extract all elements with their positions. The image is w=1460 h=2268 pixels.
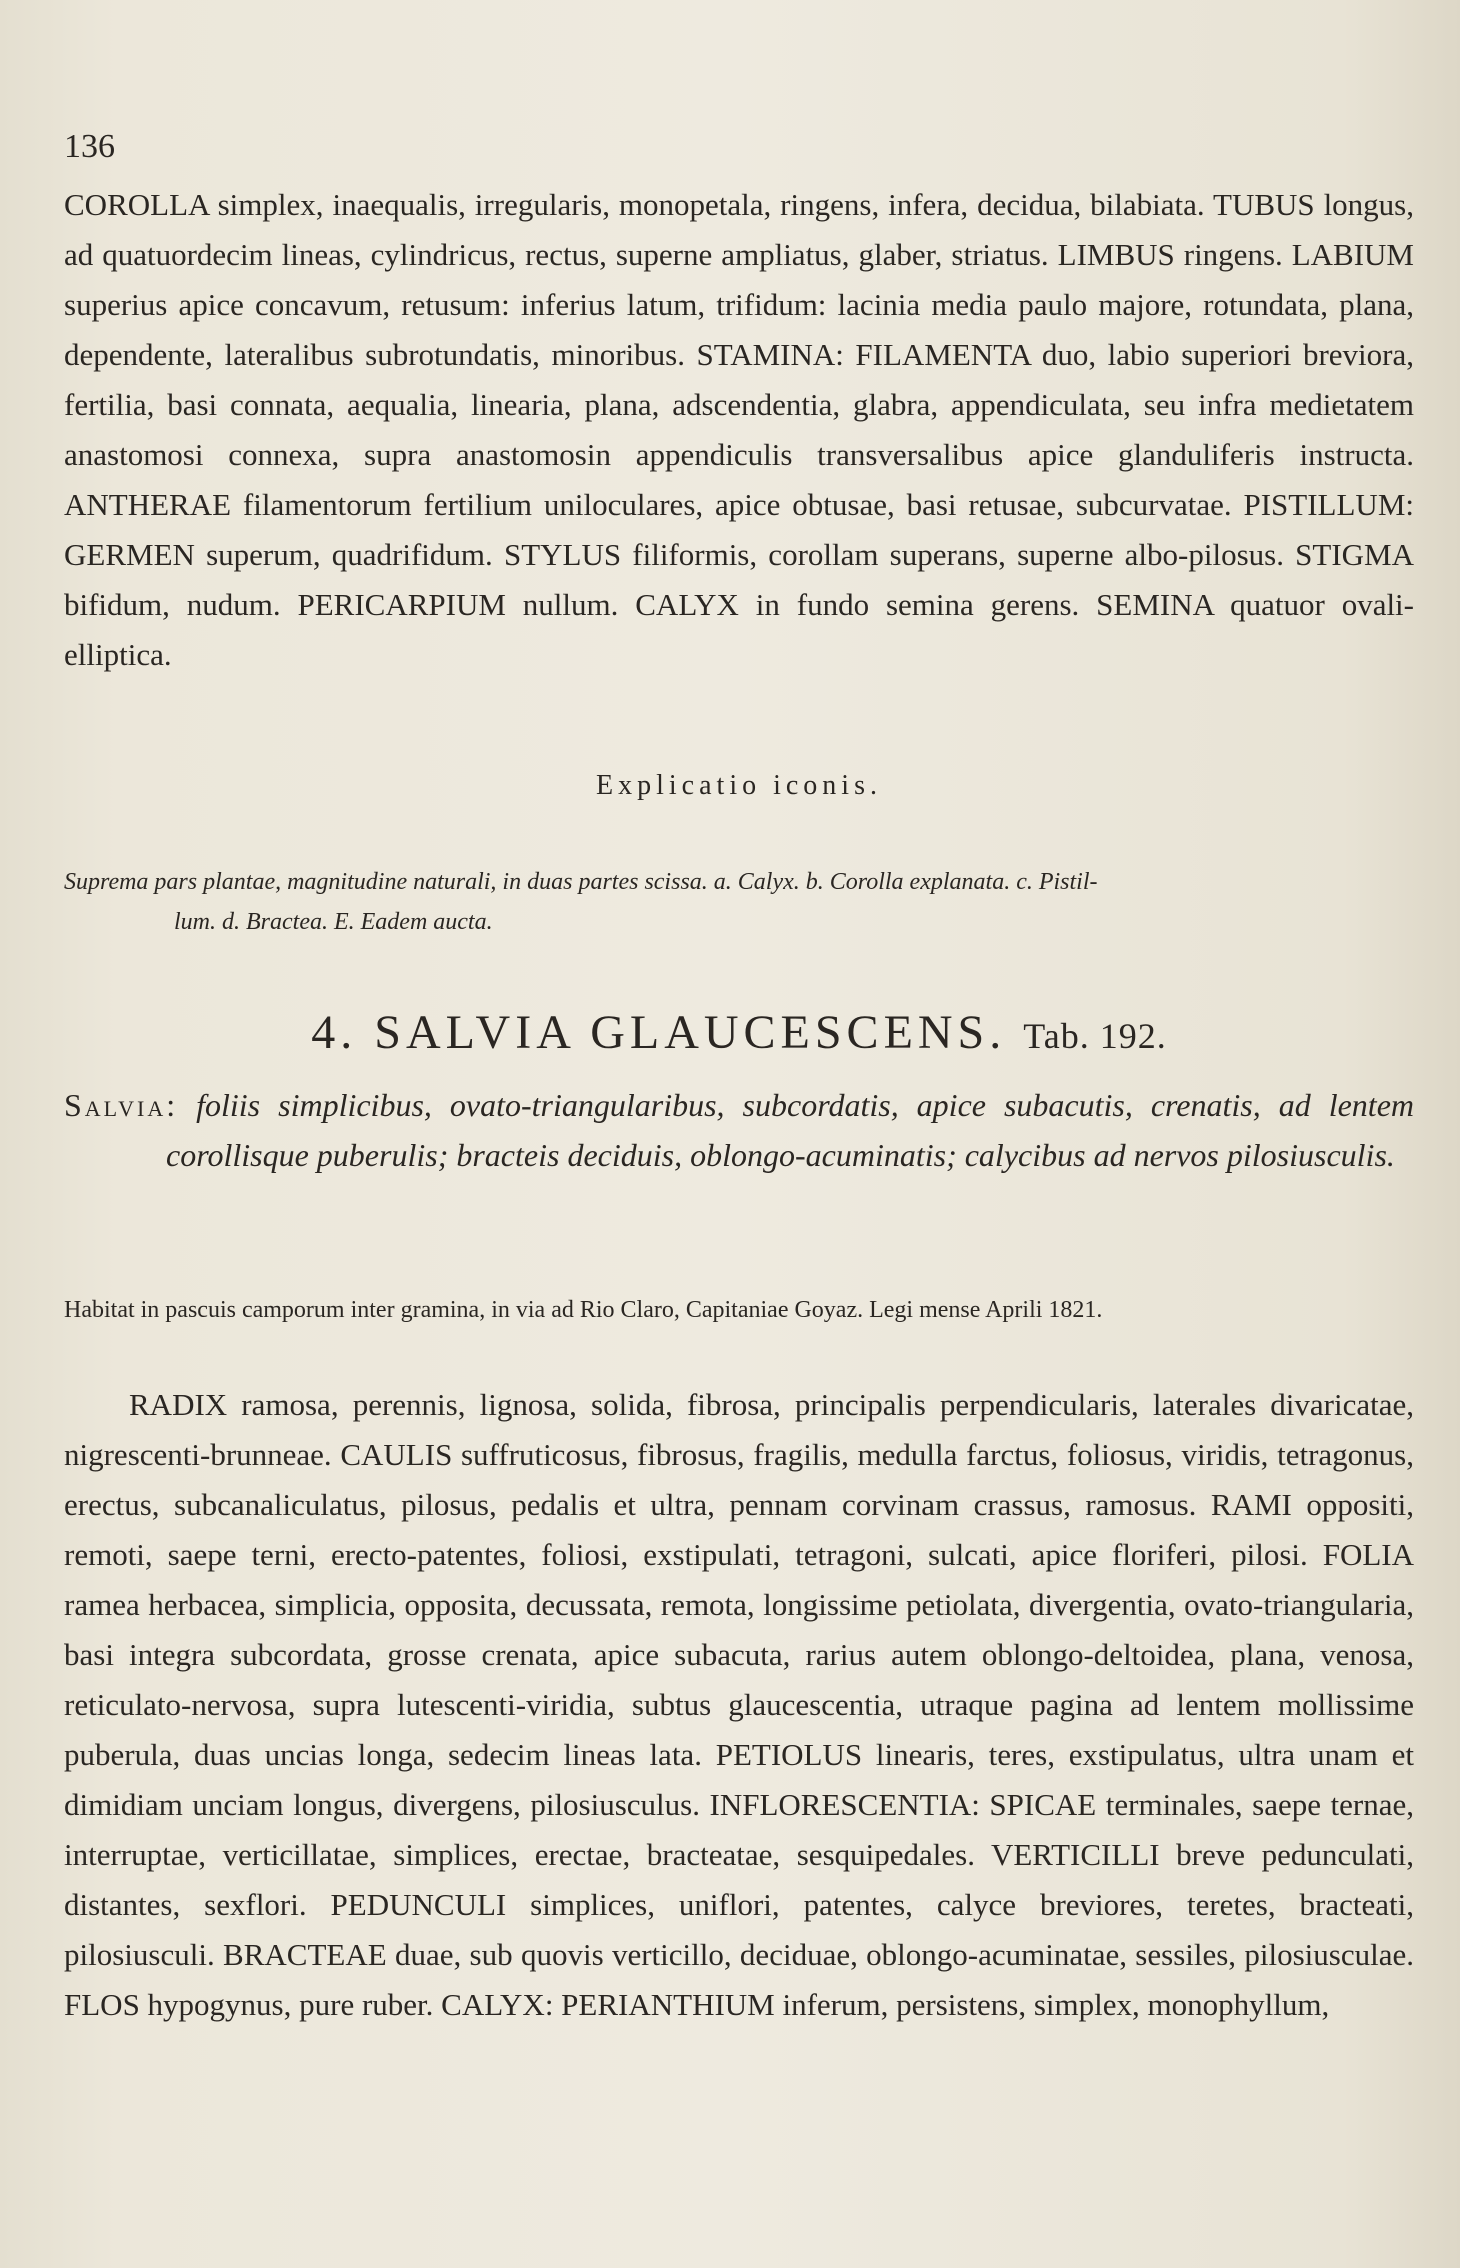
corolla-description <box>64 180 1414 680</box>
diagnosis-genus: Salvia: <box>64 1087 179 1123</box>
species-heading <box>64 1005 1414 1060</box>
plate-reference: Tab. 192. <box>1023 1016 1167 1056</box>
explicatio-text <box>64 862 1414 942</box>
species-description: RADIX ramosa, perennis, lignosa, solida, fibrosa, principalis perpendicularis, laterales divaricatae, nigrescenti-brunneae. CAULIS suffruticosus, fibrosus, fragilis, medulla farctus, foliosus, viridis, tetragonus, erectus, subcanaliculatus, pilosus, pedalis et ultra, pennam corvinam crassus, ramosus. RAMI oppositi, remoti, saepe terni, erecto-patentes, foliosi, exstipulati, tetragoni, sulcati, apice floriferi, pilosi. FOLIA ramea herbacea, simplicia, opposita, decussata, remota, longissime petiolata, divergentia, ovato-triangularia, basi integra subcordata, grosse crenata, apice subacuta, rarius autem oblongo-deltoidea, plana, venosa, reticulato-nervosa, supra lutescenti-viridia, subtus glaucescentia, utraque pagina ad lentem mollissime puberula, duas uncias longa, sedecim lineas lata. PETIOLUS linearis, teres, exstipulatus, ultra unam et dimidiam unciam longus, divergens, pilosiusculus. INFLORESCENTIA: SPICAE terminales, saepe ternae, interruptae, verticillatae, simplices, erectae, bracteatae, sesquipedales. VERTICILLI breve pedunculati, distantes, sexflori. PEDUNCULI simplices, uniflori, patentes, calyce breviores, teretes, bracteati, pilosiusculi. BRACTEAE duae, sub quovis verticillo, deciduae, oblongo-acuminatae, sessiles, pilosiusculae. FLOS hypogynus, pure ruber. CALYX: PERIANTHIUM inferum, persistens, simplex, monophyllum, <box>64 1387 1414 2022</box>
habitat-block <box>64 1292 1414 1328</box>
page-number: 136 <box>64 128 115 165</box>
explicatio-body <box>64 862 1414 942</box>
explicatio-line-1: Suprema pars plantae, magnitudine naturali, in duas partes scissa. a. Calyx. b. Corolla explanata. c. Pistil- <box>64 869 1098 895</box>
diagnosis-text: foliis simplicibus, ovato-triangularibus, subcordatis, apice subacutis, crenatis, ad lentem corollisque puberulis; bracteis deciduis, oblongo-acuminatis; calycibus ad nervos pilosiusculis. <box>166 1087 1415 1173</box>
species-heading-block <box>64 1005 1414 1060</box>
corolla-paragraph: COROLLA simplex, inaequalis, irregularis, monopetala, ringens, infera, decidua, bilabiata. TUBUS longus, ad quatuordecim lineas, cylindricus, rectus, superne ampliatus, glaber, striatus. LIMBUS ringens. LABIUM superius apice concavum, retusum: inferius latum, trifidum: lacinia media paulo majore, rotundata, plana, dependente, lateralibus subrotundatis, minoribus. STAMINA: FILAMENTA duo, labio superiori breviora, fertilia, basi connata, aequalia, linearia, plana, adscendentia, glabra, appendiculata, seu infra medietatem anastomosi connexa, supra anastomosin appendiculis transversalibus apice glanduliferis instructa. ANTHERAE filamentorum fertilium uniloculares, apice obtusae, basi retusae, subcurvatae. PISTILLUM: GERMEN superum, quadrifidum. STYLUS filiformis, corollam superans, superne albo-pilosus. STIGMA bifidum, nudum. PERICARPIUM nullum. CALYX in fundo semina gerens. SEMINA quatuor ovali-elliptica. <box>64 187 1414 672</box>
explicatio-section <box>64 770 1414 802</box>
habitat-text: Habitat in pascuis camporum inter gramina, in via ad Rio Claro, Capitaniae Goyaz. Legi mense Aprili 1821. <box>64 1297 1103 1323</box>
description-block <box>64 1380 1414 2030</box>
explicatio-title: Explicatio iconis. <box>596 770 882 801</box>
diagnosis-block <box>64 1080 1414 1180</box>
diagnosis <box>64 1080 1414 1180</box>
species-name: 4. SALVIA GLAUCESCENS. <box>311 1006 1007 1059</box>
explicatio-line-2: lum. d. Bractea. E. Eadem aucta. <box>174 909 493 935</box>
